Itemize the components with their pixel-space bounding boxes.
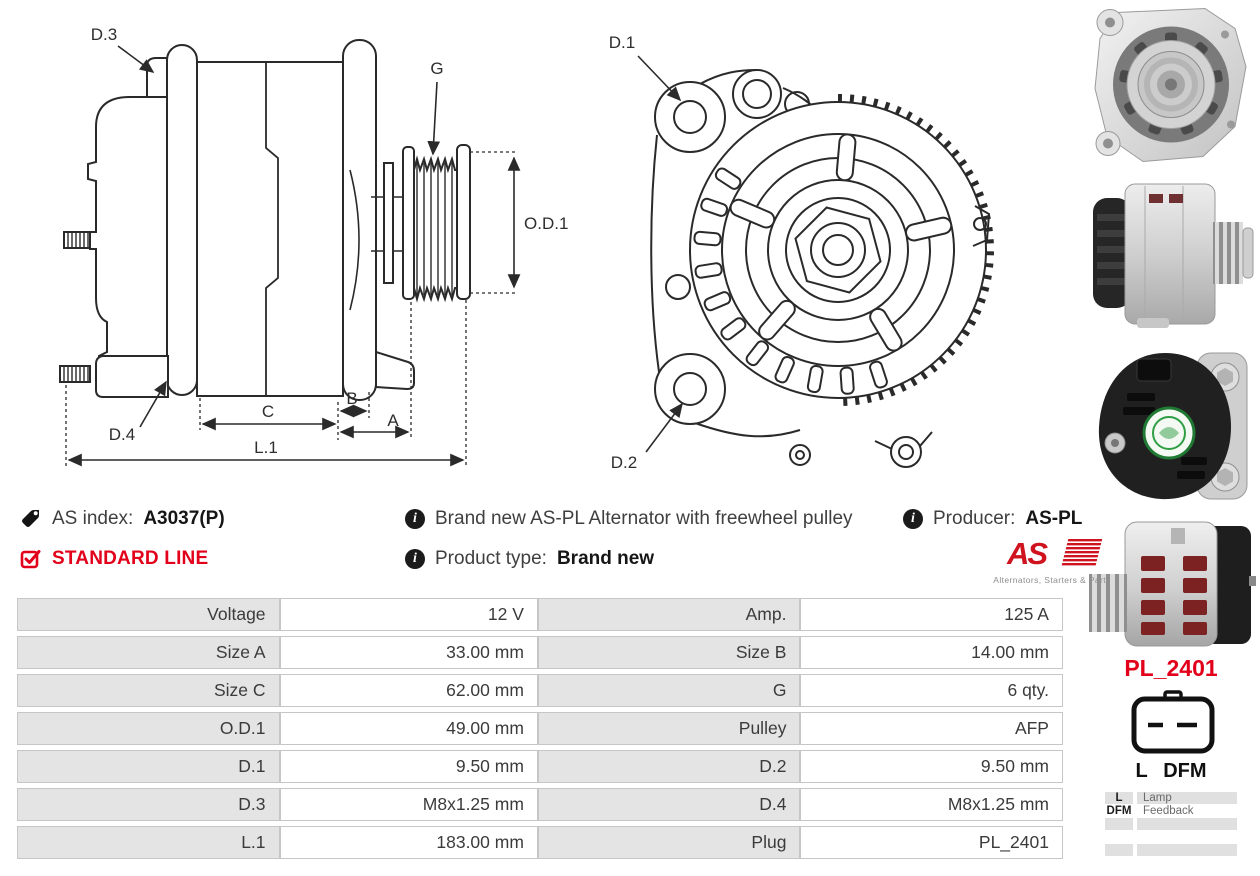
spec-label: D.3	[17, 788, 280, 821]
dim-label-d4: D.4	[108, 425, 136, 444]
spec-value: 9.50 mm	[800, 750, 1063, 783]
plug-connector-diagram	[1128, 688, 1218, 758]
dim-label-c: C	[261, 402, 275, 421]
producer-value: AS-PL	[1025, 508, 1083, 529]
legend-key: L	[1105, 792, 1133, 804]
spec-value: 49.00 mm	[280, 712, 538, 745]
as-pl-logo	[993, 536, 1111, 585]
spec-value: 12 V	[280, 598, 538, 631]
info-icon	[405, 549, 425, 569]
dim-label-d3: D.3	[90, 25, 118, 44]
spec-value: 183.00 mm	[280, 826, 538, 859]
spec-value: M8x1.25 mm	[280, 788, 538, 821]
spec-label: L.1	[17, 826, 280, 859]
product-type-label: Product type:	[435, 548, 547, 569]
spec-label: D.2	[538, 750, 801, 783]
legend-row-empty	[1105, 818, 1237, 830]
spec-value: 9.50 mm	[280, 750, 538, 783]
spec-label: Size A	[17, 636, 280, 669]
product-photo-back	[1085, 337, 1257, 515]
table-row	[17, 750, 1063, 783]
dim-label-b: B	[346, 389, 358, 408]
table-row	[17, 598, 1063, 631]
legend-key: DFM	[1106, 805, 1132, 817]
legend-value: Lamp	[1137, 792, 1237, 804]
dim-label-d2: D.2	[610, 453, 638, 472]
spec-label: Size B	[538, 636, 801, 669]
pin-l-label: L	[1135, 760, 1148, 782]
spec-value: 33.00 mm	[280, 636, 538, 669]
spec-value: 14.00 mm	[800, 636, 1063, 669]
spec-value: M8x1.25 mm	[800, 788, 1063, 821]
spec-value: 6 qty.	[800, 674, 1063, 707]
dim-label-d1: D.1	[608, 33, 636, 52]
as-index-label: AS index:	[52, 508, 134, 529]
spec-label: G	[538, 674, 801, 707]
legend-row	[1105, 805, 1237, 817]
spec-label: Plug	[538, 826, 801, 859]
logo-tagline: Alternators, Starters & Parts	[993, 575, 1111, 585]
info-icon	[903, 509, 923, 529]
producer-row	[903, 508, 1082, 530]
as-index-value: A3037(P)	[143, 508, 225, 529]
logo-as-text: AS	[1007, 536, 1047, 571]
plug-legend	[1105, 792, 1237, 857]
dim-label-l1: L.1	[254, 438, 278, 457]
product-type-value: Brand new	[556, 548, 655, 569]
plug-pins	[1085, 760, 1257, 783]
info-icon	[405, 509, 425, 529]
standard-line-row	[20, 548, 208, 570]
spec-value: 125 A	[800, 598, 1063, 631]
table-row	[17, 712, 1063, 745]
table-row	[17, 636, 1063, 669]
as-pl-logo-mark	[993, 536, 1111, 572]
spec-table	[17, 598, 1063, 864]
as-index-row	[20, 508, 225, 530]
pin-dfm-label: DFM	[1163, 760, 1207, 782]
spec-label: Amp.	[538, 598, 801, 631]
table-row	[17, 674, 1063, 707]
tag-icon	[20, 508, 42, 530]
product-description: Brand new AS-PL Alternator with freewheel pulley	[435, 508, 853, 529]
product-type-row	[405, 548, 654, 570]
spec-value: AFP	[800, 712, 1063, 745]
description-row	[405, 508, 853, 530]
legend-value: Feedback	[1143, 805, 1194, 817]
spec-label: Voltage	[17, 598, 280, 631]
side-view-diagram	[30, 10, 590, 490]
spec-value: PL_2401	[800, 826, 1063, 859]
spec-label: Pulley	[538, 712, 801, 745]
checkbox-check-icon	[20, 548, 42, 570]
table-row	[17, 826, 1063, 859]
legend-row-empty	[1105, 844, 1237, 856]
product-photo-front	[1085, 4, 1257, 167]
front-view-diagram	[600, 20, 1060, 490]
legend-row	[1105, 792, 1237, 804]
spec-label: O.D.1	[17, 712, 280, 745]
legend-row-empty	[1105, 831, 1237, 843]
dim-label-od1: O.D.1	[524, 214, 569, 233]
dim-label-a: A	[387, 411, 399, 430]
dim-label-g: G	[430, 59, 444, 78]
product-photo-side-right	[1085, 170, 1257, 333]
plug-name: PL_2401	[1124, 655, 1218, 681]
spec-label: D.4	[538, 788, 801, 821]
table-row	[17, 788, 1063, 821]
producer-label: Producer:	[933, 508, 1016, 529]
spec-label: D.1	[17, 750, 280, 783]
spec-label: Size C	[17, 674, 280, 707]
standard-line-label: STANDARD LINE	[52, 548, 209, 569]
spec-value: 62.00 mm	[280, 674, 538, 707]
